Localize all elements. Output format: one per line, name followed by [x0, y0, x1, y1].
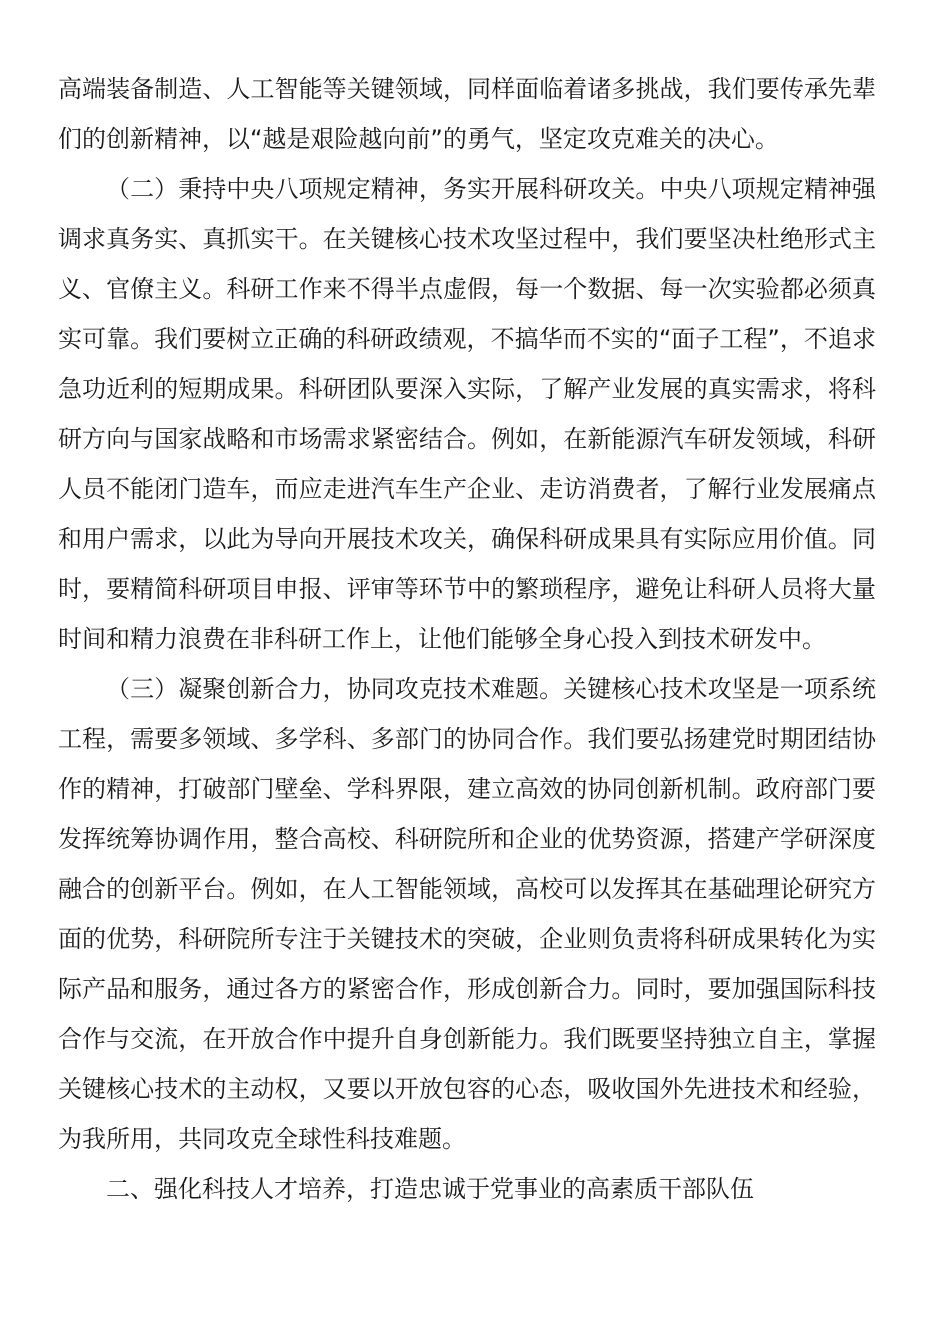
document-body — [58, 64, 876, 1214]
section-heading: 二、强化科技人才培养，打造忠诚于党事业的高素质干部队伍 — [106, 1175, 754, 1203]
paragraph-section-2: （二）秉持中央八项规定精神，务实开展科研攻关。中央八项规定精神强调求真务实、真抓实干。在关键核心技术攻坚过程中，我们要坚决杜绝形式主义、官僚主义。科研工作来不得半点虚假，每一个数据、每一次实验都必须真实可靠。我们要树立正确的科研政绩观，不搞华而不实的“面子工程”，不追求急功近利的短期成果。科研团队要深入实际，了解产业发展的真实需求，将科研方向与国家战略和市场需求紧密结合。例如，在新能源汽车研发领域，科研人员不能闭门造车，而应走进汽车生产企业、走访消费者，了解行业发展痛点和用户需求，以此为导向开展技术攻关，确保科研成果具有实际应用价值。同时，要精简科研项目申报、评审等环节中的繁琐程序，避免让科研人员将大量时间和精力浪费在非科研工作上，让他们能够全身心投入到技术研发中。 — [58, 175, 876, 653]
paragraph-continued: 高端装备制造、人工智能等关键领域，同样面临着诸多挑战，我们要传承先辈们的创新精神，以“越是艰险越向前”的勇气，坚定攻克难关的决心。 — [58, 75, 876, 153]
paragraph-section-3: （三）凝聚创新合力，协同攻克技术难题。关键核心技术攻坚是一项系统工程，需要多领域、多学科、多部门的协同合作。我们要弘扬建党时期团结协作的精神，打破部门壁垒、学科界限，建立高效的协同创新机制。政府部门要发挥统筹协调作用，整合高校、科研院所和企业的优势资源，搭建产学研深度融合的创新平台。例如，在人工智能领域，高校可以发挥其在基础理论研究方面的优势，科研院所专注于关键技术的突破，企业则负责将科研成果转化为实际产品和服务，通过各方的紧密合作，形成创新合力。同时，要加强国际科技合作与交流，在开放合作中提升自身创新能力。我们既要坚持独立自主，掌握关键核心技术的主动权，又要以开放包容的心态，吸收国外先进技术和经验，为我所用，共同攻克全球性科技难题。 — [58, 675, 876, 1153]
